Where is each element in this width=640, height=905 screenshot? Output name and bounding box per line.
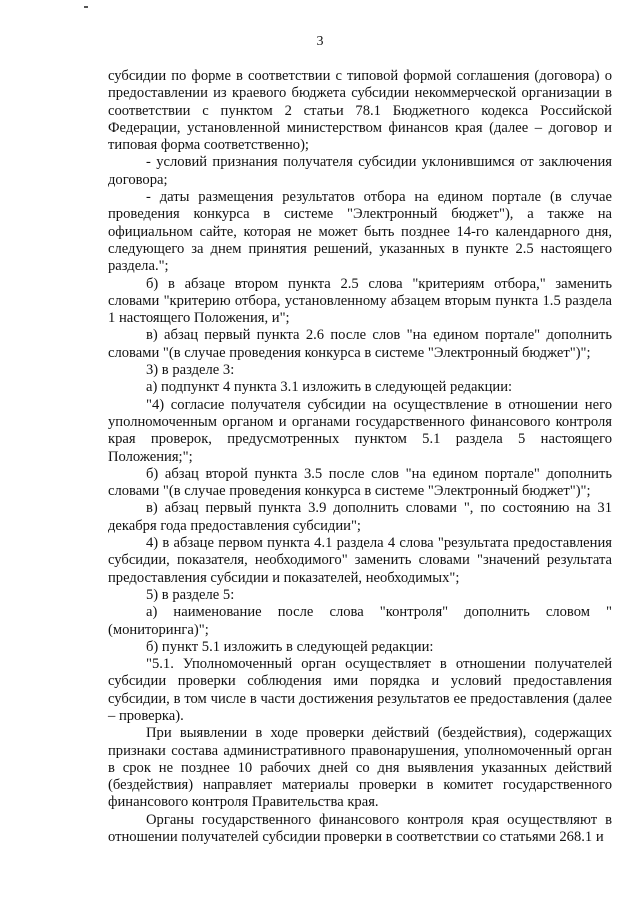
paragraph-11: 4) в абзаце первом пункта 4.1 раздела 4 слова "результата предоставления субсидии, показателя, необходимого" заменить словами "значений результата предоставления субсидии и показателей, необходимых"; [108,535,612,586]
paragraph-3: - даты размещения результатов отбора на едином портале (в случае проведения конкурса в системе "Электронный бюджет"), а также на официальном сайте, которая не может быть позднее 14-го календарного дня, следующего за днем принятия решений, указанных в пункте 2.5 настоящего раздела."; [108,189,612,275]
page-number: 3 [316,34,324,49]
paragraph-17: Органы государственного финансового контроля края осуществляют в отношении получателей субсидии проверки в соответствии со статьями 268.1 и [108,811,612,846]
document-body [108,68,612,846]
paragraph-10: в) абзац первый пункта 3.9 дополнить словами ", по состоянию на 31 декабря года предоставления субсидии"; [108,500,612,534]
paragraph-8: "4) согласие получателя субсидии на осуществление в отношении него уполномоченным органом и органами государственного финансового контроля края проверок, предусмотренных пунктом 5.1 раздела 5 настоящего Положения;"; [108,396,612,465]
paragraph-4: б) в абзаце втором пункта 2.5 слова "критериям отбора," заменить словами "критерию отбора, установленному абзацем вторым пункта 1.5 раздела 1 настоящего Положения, и"; [108,275,612,327]
paragraph-12: 5) в разделе 5: [146,586,235,603]
paragraph-6: 3) в разделе 3: [146,362,235,379]
paragraph-15: "5.1. Уполномоченный орган осуществляет в отношении получателей субсидии проверки соблюдения ими порядка и условий предоставления субсидии, в том числе в части достижения результатов ее предоставления (далее – проверка). [108,656,612,724]
paragraph-16: При выявлении в ходе проверки действий (бездействия), содержащих признаки состава административного правонарушения, уполномоченный орган в срок не позднее 10 рабочих дней со дня выявления указанных действий (бездействия) направляет материалы проверки в комитет государственного финансового контроля Правительства края. [108,725,612,811]
paragraph-2: - условий признания получателя субсидии уклонившимся от заключения договора; [108,154,612,188]
paragraph-9: б) абзац второй пункта 3.5 после слов "на едином портале" дополнить словами "(в случае проведения конкурса в системе "Электронный бюджет")"; [108,465,612,500]
paragraph-7: а) подпункт 4 пункта 3.1 изложить в следующей редакции: [146,379,513,396]
paragraph-13: а) наименование после слова "контроля" дополнить словом "(мониторинга)"; [108,604,612,638]
scan-artifact [84,6,88,8]
paragraph-1: субсидии по форме в соответствии с типовой формой соглашения (договора) о предоставлении из краевого бюджета субсидии некоммерческой организации в соответствии с пунктом 2 статьи 78.1 Бюджетного кодекса Российской Федерации, установленной министерством финансов края (далее – договор и типовая форма соответственно); [108,68,612,154]
paragraph-14: б) пункт 5.1 изложить в следующей редакции: [146,638,434,655]
paragraph-5: в) абзац первый пункта 2.6 после слов "на едином портале" дополнить словами "(в случае проведения конкурса в системе "Электронный бюджет")"; [108,327,612,361]
